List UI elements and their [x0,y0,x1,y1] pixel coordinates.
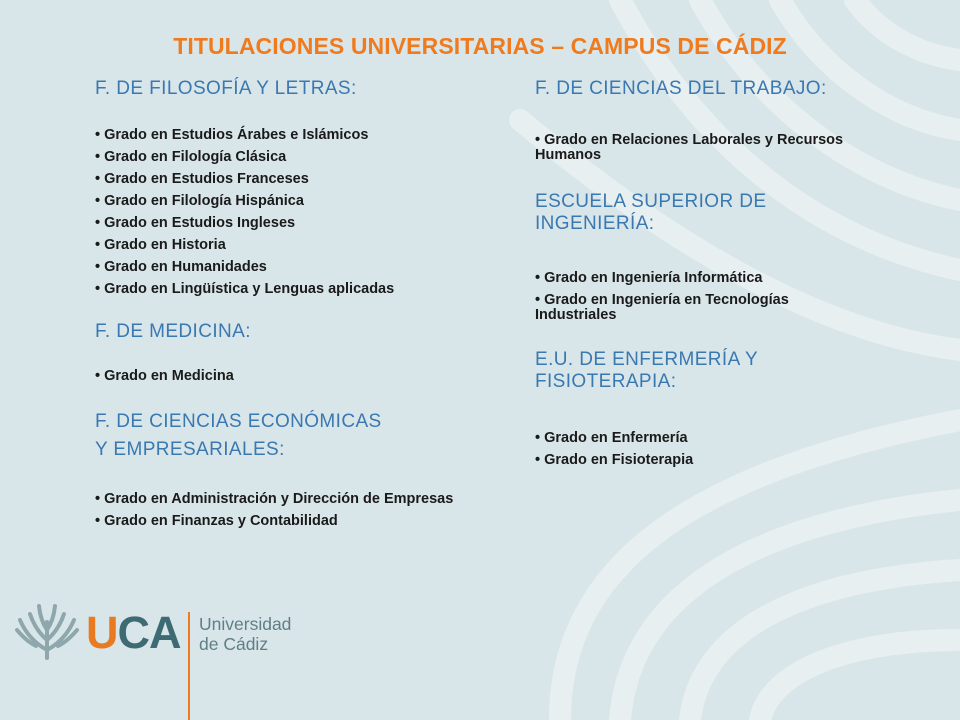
page-title: TITULACIONES UNIVERSITARIAS – CAMPUS DE CÁDIZ [173,33,787,59]
uca-mark-u: U [86,607,118,658]
list-item: • Grado en Lingüística y Lenguas aplicadas [95,281,395,297]
uca-wordmark [86,608,181,658]
list-item: • Grado en Medicina [95,368,234,384]
section-heading: ESCUELA SUPERIOR DE INGENIERÍA: [535,191,767,234]
section-economicas [95,408,495,529]
section-trabajo [535,78,935,163]
section-filosofia [95,78,495,297]
section-heading: E.U. DE ENFERMERÍA Y FISIOTERAPIA: [535,349,758,392]
list-item: • Grado en Filología Hispánica [95,193,304,209]
list-item: • Grado en Estudios Franceses [95,171,309,187]
section-heading: F. DE MEDICINA: [95,321,251,342]
section-heading: Y EMPRESARIALES: [95,439,285,460]
list-item: • Grado en Ingeniería en Tecnologías Industriales [535,292,789,323]
university-name-line2: de Cádiz [199,634,269,654]
section-heading: F. DE CIENCIAS ECONÓMICAS [95,411,382,432]
list-item: • Grado en Finanzas y Contabilidad [95,513,338,529]
section-medicina [95,321,495,384]
right-column [535,78,935,475]
list-item: • Grado en Relaciones Laborales y Recursos Humanos [535,132,844,163]
list-item: • Grado en Estudios Ingleses [95,215,296,231]
left-column [95,78,495,536]
university-name-line1: Universidad [199,614,292,634]
list-item: • Grado en Filología Clásica [95,149,287,165]
list-item: • Grado en Historia [95,237,226,253]
uca-emblem-icon [14,600,80,660]
section-heading: F. DE CIENCIAS DEL TRABAJO: [535,78,827,99]
uca-mark-ca: CA [117,607,181,658]
university-name [199,614,291,654]
section-enfermeria [535,349,935,468]
list-item: • Grado en Fisioterapia [535,452,694,468]
list-item: • Grado en Enfermería [535,430,688,446]
list-item: • Grado en Ingeniería Informática [535,270,763,286]
list-item: • Grado en Humanidades [95,259,267,275]
list-item: • Grado en Administración y Dirección de Empresas [95,491,454,507]
section-ingenieria [535,191,935,323]
logo-divider [188,612,190,720]
list-item: • Grado en Estudios Árabes e Islámicos [95,127,369,143]
section-heading: F. DE FILOSOFÍA Y LETRAS: [95,78,357,99]
